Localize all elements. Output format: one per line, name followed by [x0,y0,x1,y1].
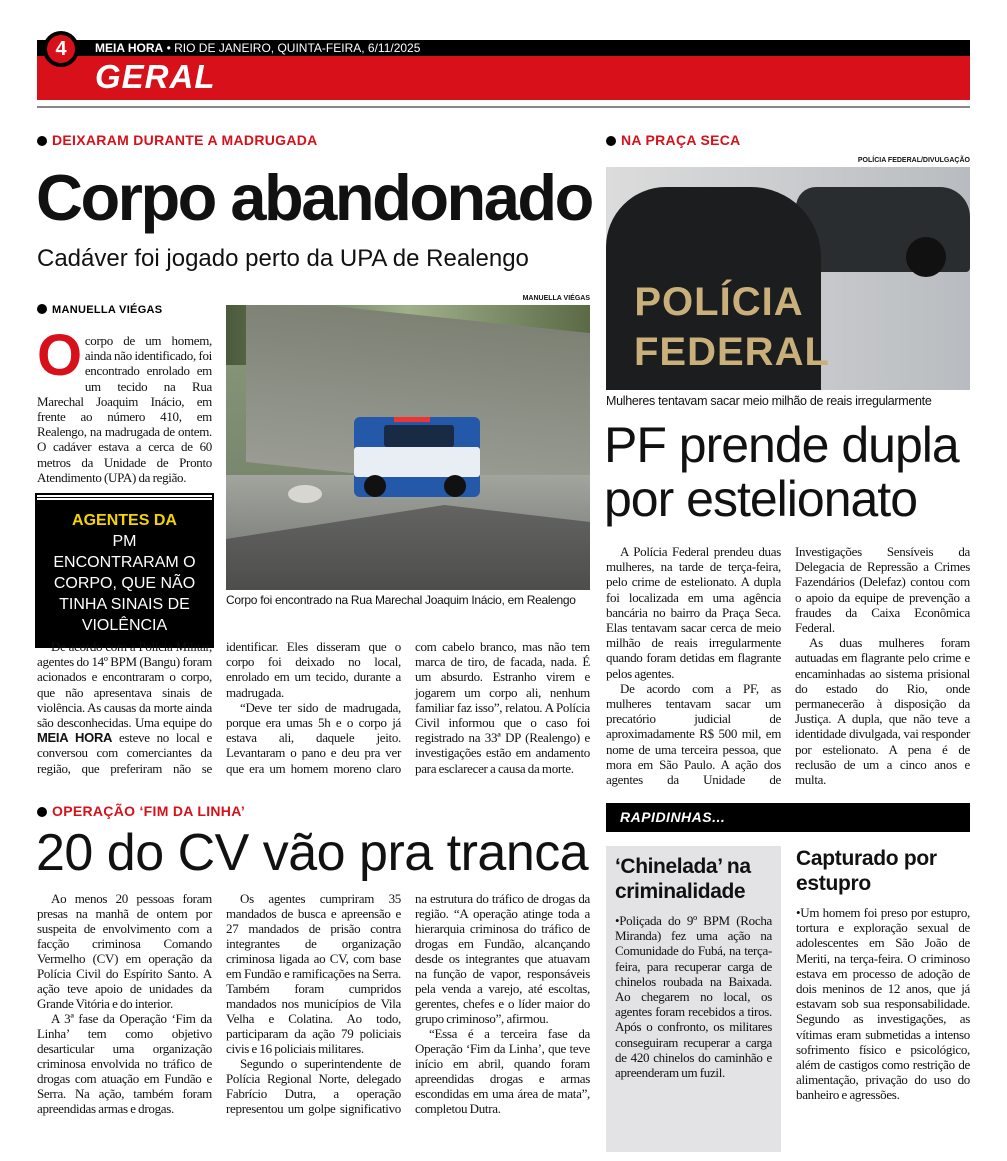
story1-photo-credit: MANUELLA VIÉGAS [522,295,590,302]
body-paragraph: A Polícia Federal prendeu duas mulheres, na tarde de terça-feira, pelo crime de estelionato. A dupla foi localizada em uma agência bancária no bairro da Praça Seca. Elas tentavam sacar cerca de meio milhão de reais irregularmente quando foram detidas em flagrante pelos agentes. [606,544,781,681]
rapidinhas-bar: RAPIDINHAS... [606,803,970,832]
rapidinha-item-2 [796,846,970,1103]
body-paragraph: Ao menos 20 pessoas foram presas na manhã de ontem por suspeita de envolvimento com a facção criminosa Comando Vermelho (CV) em operação da Polícia Civil do Espírito Santo. A ação teve apoio de unidades da Grande Vitória e do interior. [37,891,212,1011]
story1-photo-caption: Corpo foi encontrado na Rua Marechal Joaquim Inácio, em Realengo [226,593,576,607]
story1-lead-block [37,323,212,646]
wrapped-body [288,485,322,503]
rapidinha-text: •Um homem foi preso por estupro, tortura e exploração sexual de adolescentes em São João de Meriti, na terça-feira. O criminoso estava em processo de adoção de dois meninos de 12 anos, que já estavam sob sua responsabilidade. Segundo as investigações, as vítimas eram submetidas a intenso sofrimento físico e psicológico, além de castigos como restrição de alimentação, privação do uso do banheiro e agressões. [796,905,970,1103]
body-paragraph: De acordo com a PF, as mulheres tentavam sacar um precatório judicial de aproximadamente R$ 500 mil, em nome de uma terceira pessoa, que mora em São Paulo. A ação dos agentes da Unidade de Investigações Sensíveis da Delegacia de Repressão a Crimes Fazendários (Delefaz) contou com o apoio da equipe de prevenção a fraudes da Caixa Econômica Federal. [606,544,970,788]
story1-kicker: DEIXARAM DURANTE A MADRUGADA [37,132,318,148]
story1-subhead: Cadáver foi jogado perto da UPA de Realengo [37,245,529,272]
header-divider [37,106,970,108]
body-paragraph: “Deve ter sido de madrugada, porque era umas 5h e o corpo já estava ali, daquele jeito. Levantaram o pano e deu pra ver que era um homem moreno claro com cabelo branco, mas não tem marca de tiro, de facada, nada. É um absurdo. Estranho virem e jogarem um corpo ali, nenhum familiar faz isso”, relatou. A Polícia Civil informou que o caso foi registrado na 33ª DP (Realengo) e investigações estão em andamento para esclarecer a causa da morte. [226,639,590,776]
rapidinha-title: Capturado por estupro [796,847,937,895]
body-paragraph: Os agentes cumpriram 35 mandados de busca e apreensão e 27 mandados de prisão contra integrantes de organização criminosa ligada ao CV, com base em Fundão e ramificações na Serra. Também foram cumpridos mandados nos municípios de Vila Velha e Colatina. Ao todo, participaram da ação 79 policiais civis e 16 policiais militares. [226,891,401,1056]
story3-headline: 20 do CV vão pra tranca [36,824,589,882]
vest-lettering: POLÍCIA FEDERAL [634,280,830,374]
story2-headline: PF prende dupla por estelionato [604,417,959,527]
story2-photo-credit: POLÍCIA FEDERAL/DIVULGAÇÃO [857,157,970,164]
rapidinha-item-1 [606,846,781,1152]
brand-mention: MEIA HORA [37,730,113,746]
dateline: • RIO DE JANEIRO, QUINTA-FEIRA, 6/11/2025 [166,41,421,55]
story2-photo [606,167,970,390]
paper-name: MEIA HORA [95,41,164,55]
rapidinha-text: •Poliçada do 9º BPM (Rocha Miranda) fez uma ação na Comunidade do Fubá, na terça-feira, para recuperar carga de chinelos roubada na Baixada. Ao chegarem no local, os agentes foram recebidos a tiros. Após o confronto, os militares conseguiram recuperar a carga de 420 chinelos do caminhão e apreenderam um fuzil. [615,913,772,1081]
section-title: GERAL [95,58,216,95]
pull-quote-highlight: AGENTES DA [72,512,177,530]
body-paragraph: As duas mulheres foram autuadas em flagrante pelo crime e encaminhadas ao sistema prisional do estado do Rio, onde permanecerão à disposição da Justiça. A dupla, que não teve a identidade divulgada, vai responder por estelionato. A pena é de reclusão de um a cinco anos e multa. [795,635,970,788]
story1-body [37,639,590,776]
story3-body [37,891,590,1116]
story2-kicker: NA PRAÇA SECA [606,132,741,148]
lead-text: corpo de um homem, ainda não identificado, foi encontrado enrolado em um tecido na Rua Marechal Joaquim Inácio, em frente ao número 410, em Realengo, na madrugada de ontem. O cadáver estava a cerca de 60 metros da Unidade de Pronto Atendimento (UPA) da região. [37,333,212,485]
rapidinha-title: ‘Chinelada’ na criminalidade [615,855,751,903]
body-paragraph: Segundo o superintendente de Polícia Regional Norte, delegado Fabrício Dutra, a operação representou um golpe significativo na estrutura do tráfico de drogas da região. “A operação atinge toda a hierarquia criminosa do tráfico de drogas em Fundão, alcançando desde os integrantes que atuavam na função de vapor, responsáveis pela venda a varejo, até escoltas, gerentes, chefes e o líder maior do grupo criminoso”, afirmou. [226,891,590,1116]
police-truck [354,417,480,497]
story1-headline: Corpo abandonado [36,161,592,234]
masthead-bar [37,40,970,56]
story2-photo-caption: Mulheres tentavam sacar meio milhão de reais irregularmente [606,394,932,408]
body-paragraph: A 3ª fase da Operação ‘Fim da Linha’ tem como objetivo desarticular uma organização criminosa envolvida no tráfico de drogas com atuação em Fundão e Serra. Na ação, também foram apreendidas armas e drogas. [37,1011,212,1116]
page-number: 4 [43,31,79,67]
pull-quote-text: PM ENCONTRARAM O CORPO, QUE NÃO TINHA SINAIS DE VIOLÊNCIA [53,533,196,635]
story2-body [606,544,970,787]
body-paragraph: “Essa é a terceira fase da Operação ‘Fim da Linha’, que teve início em abril, quando foram apreendidas drogas e armas escondidas em uma área de mata”, completou Dutra. [415,1026,590,1116]
story3-kicker: OPERAÇÃO ‘FIM DA LINHA’ [37,803,245,819]
story1-lead [37,323,212,485]
pull-quote [37,495,212,646]
body-text: De acordo com a Polícia Militar, agentes do 14º BPM (Bangu) foram acionados e encontraram o corpo, que não apresentava sinais de violência. As causas da morte ainda são desconhecidas. Uma equipe do [37,639,212,731]
story1-byline: MANUELLA VIÉGAS [37,304,162,316]
body-text: esteve no local e conversou com comerciantes da região, que preferiram não se identificar. Eles disseram que o corpo foi deixado no local, enrolado em um tecido, durante a madrugada. [37,639,401,776]
story1-photo [226,305,590,590]
drop-cap: O [37,323,82,388]
